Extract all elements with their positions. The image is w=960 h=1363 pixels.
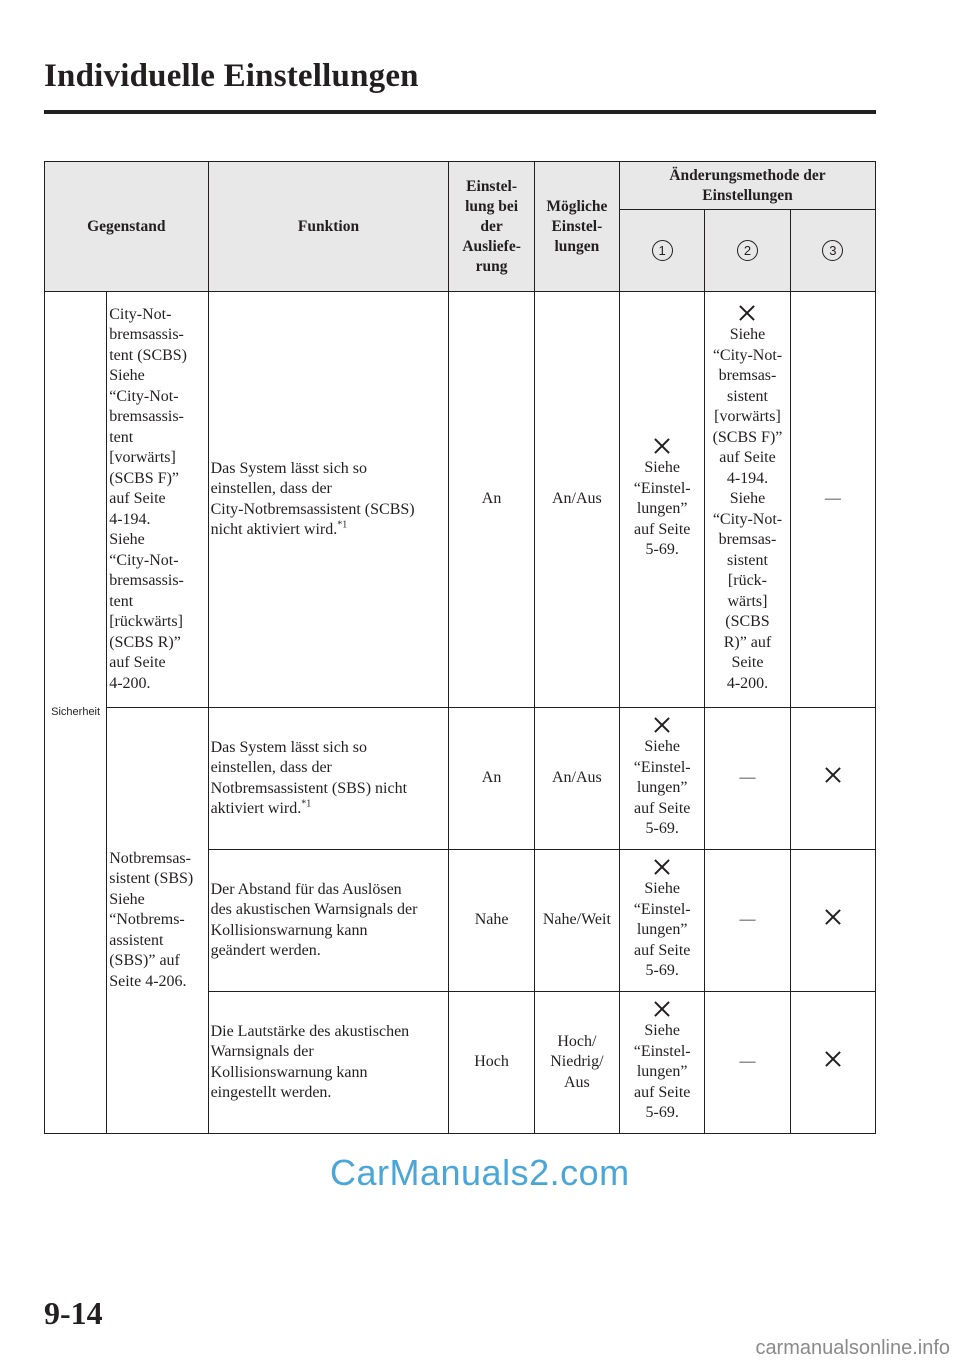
row3-default: Nahe bbox=[449, 850, 534, 992]
row1-default: An bbox=[449, 292, 534, 708]
watermark-text: CarManuals2.com bbox=[330, 1152, 630, 1193]
header-item: Gegenstand bbox=[45, 162, 209, 292]
dash-mark: — bbox=[739, 769, 756, 787]
cross-icon bbox=[825, 909, 841, 925]
row2-default: An bbox=[449, 708, 534, 850]
header-method-1 bbox=[620, 210, 705, 292]
cross-icon bbox=[739, 305, 755, 321]
cross-icon bbox=[825, 767, 841, 783]
row4-method2 bbox=[705, 992, 790, 1134]
row1-method3 bbox=[790, 292, 875, 708]
dash-mark: — bbox=[824, 490, 841, 508]
header-method-3 bbox=[790, 210, 875, 292]
header-method-2 bbox=[705, 210, 790, 292]
row1-method2: Siehe “City-Not- bremsas- sistent [vorwärts] (SCBS F)” auf Seite 4-194. Siehe “City-Not- bremsas- sistent [rück- wärts] (SCBS R)” auf Seite 4-200. bbox=[705, 292, 790, 708]
page-number: 9-14 bbox=[44, 1295, 103, 1331]
cross-icon bbox=[654, 1001, 670, 1017]
row3-function: Der Abstand für das Auslösen des akustischen Warnsignals der Kollisionswarnung kann geändert werden. bbox=[208, 850, 449, 992]
row3-method1: Siehe “Einstel- lungen” auf Seite 5-69. bbox=[620, 850, 705, 992]
row4-method3 bbox=[790, 992, 875, 1134]
method-2-badge: 2 bbox=[737, 240, 758, 261]
row2-method3 bbox=[790, 708, 875, 850]
row2-function: Das System lässt sich so einstellen, dass der Notbremsassistent (SBS) nicht aktiviert wird.$^{*1}$ bbox=[208, 708, 449, 850]
cross-icon bbox=[654, 438, 670, 454]
row1-item: City-Not- bremsassis- tent (SCBS) Siehe “City-Not- bremsassis- tent [vorwärts] (SCBS F)” auf Seite 4-194. Siehe “City-Not- bremsassis- tent [rückwärts] (SCBS R)” auf Seite 4-200. bbox=[107, 292, 208, 708]
row4-function: Die Lautstärke des akustischen Warnsignals der Kollisionswarnung kann eingestellt werden. bbox=[208, 992, 449, 1134]
row3-method3 bbox=[790, 850, 875, 992]
footer-url[interactable]: carmanualsonline.info bbox=[755, 1337, 950, 1359]
row1-method1: Siehe “Einstel- lungen” auf Seite 5-69. bbox=[620, 292, 705, 708]
method-3-badge: 3 bbox=[822, 240, 843, 261]
row2-method2 bbox=[705, 708, 790, 850]
row1-possible: An/Aus bbox=[534, 292, 619, 708]
row2-method1: Siehe “Einstel- lungen” auf Seite 5-69. bbox=[620, 708, 705, 850]
title-rule bbox=[44, 110, 876, 114]
footnote-marker: *1 bbox=[337, 519, 348, 531]
method-1-badge: 1 bbox=[652, 240, 673, 261]
row4-possible: Hoch/ Niedrig/ Aus bbox=[534, 992, 619, 1134]
header-possible: Mögliche Einstel- lungen bbox=[534, 162, 619, 292]
cross-icon bbox=[654, 717, 670, 733]
footnote-marker: *1 bbox=[301, 798, 312, 810]
page-title: Individuelle Einstellungen bbox=[44, 58, 419, 94]
row4-default: Hoch bbox=[449, 992, 534, 1134]
header-change-method: Änderungsmethode der Einstellungen bbox=[620, 162, 876, 210]
cross-icon bbox=[825, 1051, 841, 1067]
row2-item: Notbremsas- sistent (SBS) Siehe “Notbrems- assistent (SBS)” auf Seite 4-206. bbox=[107, 708, 208, 1134]
cross-icon bbox=[654, 859, 670, 875]
row2-possible: An/Aus bbox=[534, 708, 619, 850]
row4-method1: Siehe “Einstel- lungen” auf Seite 5-69. bbox=[620, 992, 705, 1134]
row3-possible: Nahe/Weit bbox=[534, 850, 619, 992]
row3-method2 bbox=[705, 850, 790, 992]
dash-mark: — bbox=[739, 911, 756, 929]
settings-table bbox=[44, 161, 876, 1134]
dash-mark: — bbox=[739, 1053, 756, 1071]
category-cell: Sicherheit bbox=[45, 292, 107, 1134]
header-default: Einstel- lung bei der Ausliefe- rung bbox=[449, 162, 534, 292]
header-function: Funktion bbox=[208, 162, 449, 292]
row1-function: Das System lässt sich so einstellen, dass der City-Notbremsassistent (SCBS) nicht aktiviert wird.$^{*1}$ bbox=[208, 292, 449, 708]
